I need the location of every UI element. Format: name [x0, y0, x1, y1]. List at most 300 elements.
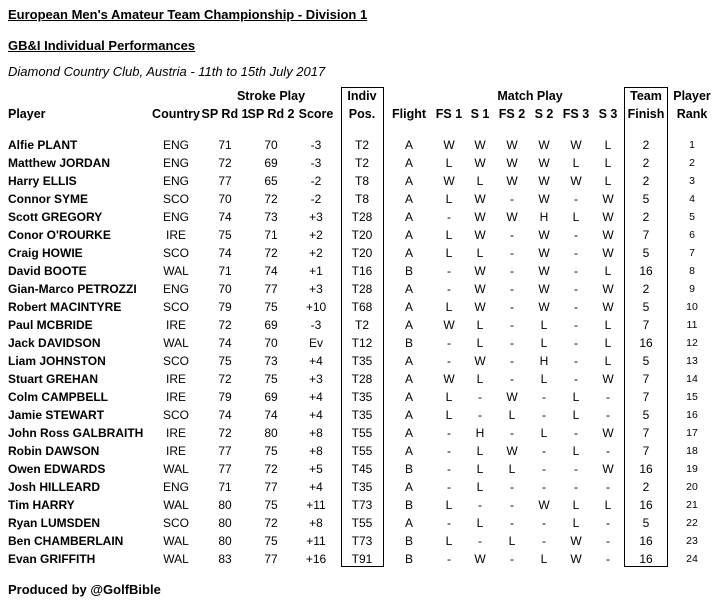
cell-s3: L — [604, 156, 612, 170]
cell-s1: W — [474, 156, 486, 170]
cell-player: Liam JOHNSTON — [8, 354, 106, 368]
cell-flight: B — [404, 498, 414, 512]
table-row — [0, 460, 716, 478]
cell-rank: 18 — [686, 445, 698, 457]
cell-s1: L — [476, 480, 484, 494]
cell-s1: W — [474, 552, 486, 566]
cell-fs1: W — [443, 318, 455, 332]
cell-s3: L — [604, 498, 612, 512]
cell-pos: T68 — [351, 300, 373, 314]
cell-fs2: - — [510, 480, 514, 494]
cell-fs2: W — [506, 156, 518, 170]
cell-s1: L — [476, 372, 484, 386]
cell-pos: T91 — [351, 552, 373, 566]
table-row — [0, 208, 716, 226]
cell-rank: 23 — [686, 535, 698, 547]
cell-fs1: - — [447, 354, 451, 368]
cell-s1: W — [474, 210, 486, 224]
cell-player: Ben CHAMBERLAIN — [8, 534, 124, 548]
cell-fs1: - — [447, 336, 451, 350]
cell-pos: T12 — [351, 336, 373, 350]
cell-s3: L — [604, 174, 612, 188]
cell-pos: T55 — [351, 444, 373, 458]
cell-r1: 79 — [218, 390, 232, 404]
table-row — [0, 388, 716, 406]
cell-player: Gian-Marco PETROZZI — [8, 282, 137, 296]
cell-country: IRE — [165, 372, 187, 386]
cell-player: Colm CAMPBELL — [8, 390, 108, 404]
sp-rd2-column-header: SP Rd 2 — [247, 107, 295, 121]
cell-fs3: - — [574, 282, 578, 296]
cell-score: +4 — [309, 390, 323, 404]
table-row — [0, 262, 716, 280]
cell-finish: 2 — [642, 210, 650, 224]
cell-flight: A — [404, 318, 414, 332]
cell-s3: W — [602, 210, 614, 224]
cell-score: -3 — [310, 156, 322, 170]
cell-fs3: - — [574, 426, 578, 440]
cell-country: ENG — [162, 156, 190, 170]
finish-column-header: Finish — [627, 107, 665, 121]
cell-player: Connor SYME — [8, 192, 88, 206]
cell-s1: W — [474, 354, 486, 368]
cell-fs3: L — [572, 408, 580, 422]
cell-s3: - — [606, 408, 610, 422]
cell-score: -3 — [310, 138, 322, 152]
cell-player: Harry ELLIS — [8, 174, 77, 188]
cell-r2: 75 — [264, 372, 278, 386]
cell-fs2: W — [506, 138, 518, 152]
table-row — [0, 334, 716, 352]
cell-flight: B — [404, 336, 414, 350]
cell-flight: A — [404, 480, 414, 494]
cell-finish: 16 — [639, 534, 653, 548]
cell-country: SCO — [162, 192, 190, 206]
cell-s2: W — [538, 138, 550, 152]
cell-score: +10 — [305, 300, 327, 314]
table-row — [0, 172, 716, 190]
cell-s3: - — [606, 444, 610, 458]
cell-rank: 3 — [689, 175, 695, 187]
table-row — [0, 298, 716, 316]
cell-fs3: L — [572, 210, 580, 224]
cell-s1: W — [474, 192, 486, 206]
cell-pos: T35 — [351, 390, 373, 404]
cell-r1: 72 — [218, 372, 232, 386]
cell-score: +8 — [309, 444, 323, 458]
cell-fs2: - — [510, 516, 514, 530]
cell-player: Evan GRIFFITH — [8, 552, 96, 566]
cell-pos: T2 — [354, 138, 370, 152]
cell-r2: 69 — [264, 318, 278, 332]
cell-r2: 72 — [264, 192, 278, 206]
cell-fs3: - — [574, 372, 578, 386]
cell-pos: T2 — [354, 156, 370, 170]
cell-r1: 77 — [218, 444, 232, 458]
cell-pos: T20 — [351, 228, 373, 242]
cell-score: +16 — [305, 552, 327, 566]
cell-s2: W — [538, 192, 550, 206]
cell-score: -3 — [310, 318, 322, 332]
cell-player: Alfie PLANT — [8, 138, 78, 152]
cell-r2: 80 — [264, 426, 278, 440]
cell-country: SCO — [162, 246, 190, 260]
cell-rank: 14 — [686, 373, 698, 385]
cell-flight: B — [404, 552, 414, 566]
cell-fs3: - — [574, 336, 578, 350]
cell-fs2: - — [510, 552, 514, 566]
cell-s3: W — [602, 192, 614, 206]
cell-fs3: L — [572, 498, 580, 512]
cell-score: +3 — [309, 210, 323, 224]
cell-flight: A — [404, 516, 414, 530]
cell-s1: W — [474, 264, 486, 278]
cell-pos: T28 — [351, 282, 373, 296]
cell-s2: W — [538, 228, 550, 242]
cell-s2: W — [538, 498, 550, 512]
cell-fs3: - — [574, 192, 578, 206]
cell-score: +8 — [309, 516, 323, 530]
cell-s2: L — [540, 552, 548, 566]
cell-r1: 70 — [218, 282, 232, 296]
cell-s1: L — [476, 174, 484, 188]
match-play-group-header: Match Play — [497, 89, 563, 103]
cell-fs3: - — [574, 318, 578, 332]
table-row — [0, 550, 716, 568]
cell-pos: T20 — [351, 246, 373, 260]
cell-finish: 2 — [642, 174, 650, 188]
cell-score: +5 — [309, 462, 323, 476]
cell-player: Conor O'ROURKE — [8, 228, 111, 242]
cell-fs3: L — [572, 516, 580, 530]
cell-flight: A — [404, 426, 414, 440]
cell-player: Owen EDWARDS — [8, 462, 106, 476]
fs2-column-header: FS 2 — [498, 107, 526, 121]
cell-r2: 77 — [264, 552, 278, 566]
cell-r2: 75 — [264, 534, 278, 548]
cell-fs1: L — [445, 300, 453, 314]
cell-pos: T35 — [351, 354, 373, 368]
cell-r1: 70 — [218, 192, 232, 206]
cell-rank: 6 — [689, 229, 695, 241]
cell-score: +3 — [309, 372, 323, 386]
cell-r2: 70 — [264, 138, 278, 152]
cell-rank: 22 — [686, 517, 698, 529]
cell-player: Robert MACINTYRE — [8, 300, 122, 314]
cell-s2: H — [539, 210, 549, 224]
cell-r2: 74 — [264, 408, 278, 422]
table-row — [0, 532, 716, 550]
cell-fs1: L — [445, 408, 453, 422]
cell-r2: 73 — [264, 354, 278, 368]
cell-s3: W — [602, 228, 614, 242]
cell-flight: A — [404, 210, 414, 224]
cell-r2: 65 — [264, 174, 278, 188]
cell-flight: A — [404, 300, 414, 314]
cell-r2: 77 — [264, 480, 278, 494]
cell-s1: W — [474, 138, 486, 152]
cell-player: Tim HARRY — [8, 498, 75, 512]
cell-pos: T8 — [354, 192, 370, 206]
cell-score: Ev — [308, 336, 324, 350]
cell-player: Jamie STEWART — [8, 408, 105, 422]
cell-fs3: W — [570, 174, 582, 188]
cell-country: WAL — [163, 534, 189, 548]
cell-s1: L — [476, 318, 484, 332]
cell-s1: L — [476, 462, 484, 476]
table-row — [0, 136, 716, 154]
cell-fs1: L — [445, 246, 453, 260]
team-header: Team — [630, 89, 662, 103]
cell-fs3: - — [574, 264, 578, 278]
cell-fs3: W — [570, 138, 582, 152]
cell-finish: 16 — [639, 498, 653, 512]
cell-s3: - — [606, 534, 610, 548]
cell-country: WAL — [163, 498, 189, 512]
cell-fs2: L — [508, 462, 516, 476]
cell-pos: T16 — [351, 264, 373, 278]
cell-r2: 69 — [264, 390, 278, 404]
cell-s1: W — [474, 282, 486, 296]
cell-fs1: - — [447, 426, 451, 440]
cell-fs2: - — [510, 192, 514, 206]
cell-fs1: - — [447, 552, 451, 566]
cell-s2: W — [538, 156, 550, 170]
cell-fs1: L — [445, 534, 453, 548]
cell-fs2: L — [508, 408, 516, 422]
cell-player: Stuart GREHAN — [8, 372, 99, 386]
cell-score: +4 — [309, 408, 323, 422]
cell-rank: 10 — [686, 301, 698, 313]
cell-pos: T73 — [351, 498, 373, 512]
cell-r1: 77 — [218, 462, 232, 476]
cell-country: IRE — [165, 228, 187, 242]
s3-column-header: S 3 — [598, 107, 618, 121]
cell-rank: 13 — [686, 355, 698, 367]
cell-r1: 79 — [218, 300, 232, 314]
cell-fs2: - — [510, 318, 514, 332]
cell-fs2: - — [510, 426, 514, 440]
cell-s1: L — [476, 516, 484, 530]
cell-fs2: W — [506, 210, 518, 224]
cell-fs1: - — [447, 480, 451, 494]
cell-s1: L — [476, 336, 484, 350]
cell-fs3: L — [572, 390, 580, 404]
cell-player: Scott GREGORY — [8, 210, 103, 224]
sp-rd1-column-header: SP Rd 1 — [201, 107, 249, 121]
results-table-body — [0, 136, 716, 568]
cell-r1: 71 — [218, 480, 232, 494]
venue-line: Diamond Country Club, Austria - 11th to 15th July 2017 — [8, 64, 326, 79]
table-row — [0, 190, 716, 208]
cell-score: -2 — [310, 174, 322, 188]
cell-fs3: W — [570, 534, 582, 548]
cell-r2: 75 — [264, 498, 278, 512]
fs1-column-header: FS 1 — [435, 107, 463, 121]
cell-finish: 2 — [642, 156, 650, 170]
cell-s3: - — [606, 390, 610, 404]
table-row — [0, 496, 716, 514]
cell-fs1: L — [445, 192, 453, 206]
cell-r2: 70 — [264, 336, 278, 350]
cell-finish: 2 — [642, 138, 650, 152]
cell-country: IRE — [165, 426, 187, 440]
cell-s1: L — [476, 444, 484, 458]
cell-flight: B — [404, 534, 414, 548]
cell-r1: 72 — [218, 318, 232, 332]
cell-finish: 7 — [642, 372, 650, 386]
cell-s1: - — [478, 390, 482, 404]
cell-country: ENG — [162, 282, 190, 296]
cell-score: +2 — [309, 228, 323, 242]
cell-fs2: W — [506, 390, 518, 404]
cell-country: IRE — [165, 444, 187, 458]
cell-r2: 69 — [264, 156, 278, 170]
cell-s2: W — [538, 174, 550, 188]
indiv-header: Indiv — [347, 89, 377, 103]
cell-pos: T28 — [351, 372, 373, 386]
cell-finish: 2 — [642, 282, 650, 296]
cell-finish: 7 — [642, 426, 650, 440]
cell-rank: 15 — [686, 391, 698, 403]
cell-s3: W — [602, 426, 614, 440]
table-row — [0, 406, 716, 424]
cell-country: IRE — [165, 390, 187, 404]
cell-s3: W — [602, 246, 614, 260]
cell-fs2: - — [510, 372, 514, 386]
cell-flight: A — [404, 372, 414, 386]
cell-fs1: - — [447, 462, 451, 476]
cell-fs3: - — [574, 300, 578, 314]
cell-country: ENG — [162, 210, 190, 224]
cell-player: Jack DAVIDSON — [8, 336, 101, 350]
cell-player: Matthew JORDAN — [8, 156, 111, 170]
cell-fs2: - — [510, 354, 514, 368]
cell-r1: 71 — [218, 138, 232, 152]
cell-fs1: W — [443, 372, 455, 386]
cell-fs3: L — [572, 156, 580, 170]
cell-r1: 72 — [218, 426, 232, 440]
cell-fs3: - — [574, 246, 578, 260]
cell-flight: A — [404, 174, 414, 188]
table-row — [0, 244, 716, 262]
cell-pos: T73 — [351, 534, 373, 548]
cell-s2: - — [542, 408, 546, 422]
cell-player: Josh HILLEARD — [8, 480, 101, 494]
cell-score: +11 — [306, 534, 326, 548]
cell-r1: 80 — [218, 534, 232, 548]
document-title: European Men's Amateur Team Championship - Division 1 — [8, 7, 368, 22]
cell-fs3: - — [574, 228, 578, 242]
table-row — [0, 370, 716, 388]
cell-s3: W — [602, 462, 614, 476]
cell-fs2: - — [510, 336, 514, 350]
cell-s1: - — [478, 534, 482, 548]
cell-r1: 74 — [218, 336, 232, 350]
cell-flight: A — [404, 192, 414, 206]
cell-r1: 74 — [218, 210, 232, 224]
cell-country: WAL — [163, 552, 189, 566]
cell-rank: 17 — [686, 427, 698, 439]
cell-country: SCO — [162, 408, 190, 422]
cell-r1: 71 — [218, 264, 232, 278]
cell-r2: 72 — [264, 246, 278, 260]
cell-finish: 16 — [639, 462, 653, 476]
cell-r1: 74 — [218, 408, 232, 422]
cell-s1: - — [478, 498, 482, 512]
cell-s2: - — [542, 390, 546, 404]
cell-s1: W — [474, 300, 486, 314]
pos-column-header: Pos. — [348, 107, 376, 121]
cell-s2: L — [540, 318, 548, 332]
cell-rank: 20 — [686, 481, 698, 493]
cell-rank: 5 — [689, 211, 695, 223]
cell-s3: L — [604, 336, 612, 350]
table-row — [0, 316, 716, 334]
s1-column-header: S 1 — [470, 107, 490, 121]
cell-finish: 16 — [639, 552, 653, 566]
cell-score: +4 — [309, 480, 323, 494]
cell-fs2: - — [510, 228, 514, 242]
cell-country: IRE — [165, 318, 187, 332]
cell-player: Ryan LUMSDEN — [8, 516, 101, 530]
cell-fs2: - — [510, 246, 514, 260]
cell-country: ENG — [162, 480, 190, 494]
score-column-header: Score — [298, 107, 334, 121]
cell-s1: H — [475, 426, 485, 440]
cell-country: SCO — [162, 516, 190, 530]
cell-s3: L — [604, 138, 612, 152]
flight-column-header: Flight — [391, 107, 427, 121]
cell-country: ENG — [162, 138, 190, 152]
table-row — [0, 478, 716, 496]
cell-s2: W — [538, 282, 550, 296]
section-title: GB&I Individual Performances — [8, 38, 196, 53]
cell-s2: W — [538, 300, 550, 314]
cell-flight: A — [404, 156, 414, 170]
cell-pos: T45 — [351, 462, 373, 476]
cell-fs3: W — [570, 552, 582, 566]
cell-s2: - — [542, 516, 546, 530]
cell-r1: 75 — [218, 228, 232, 242]
cell-finish: 7 — [642, 228, 650, 242]
cell-country: ENG — [162, 174, 190, 188]
s2-column-header: S 2 — [534, 107, 554, 121]
cell-finish: 5 — [642, 300, 650, 314]
cell-fs1: - — [447, 210, 451, 224]
cell-r1: 75 — [218, 354, 232, 368]
cell-s3: W — [602, 282, 614, 296]
cell-s3: W — [602, 300, 614, 314]
cell-fs3: - — [574, 462, 578, 476]
cell-country: SCO — [162, 354, 190, 368]
cell-pos: T35 — [351, 408, 373, 422]
country-column-header: Country — [152, 107, 200, 121]
cell-fs3: - — [574, 354, 578, 368]
player-rank-header-top: Player — [673, 89, 711, 103]
cell-s1: W — [474, 228, 486, 242]
cell-country: SCO — [162, 300, 190, 314]
cell-s2: - — [542, 462, 546, 476]
cell-fs2: - — [510, 498, 514, 512]
cell-country: WAL — [163, 264, 189, 278]
cell-score: +1 — [309, 264, 323, 278]
cell-finish: 16 — [639, 264, 653, 278]
cell-finish: 16 — [639, 336, 653, 350]
cell-rank: 1 — [689, 139, 695, 151]
cell-pos: T55 — [351, 516, 373, 530]
cell-pos: T2 — [354, 318, 370, 332]
